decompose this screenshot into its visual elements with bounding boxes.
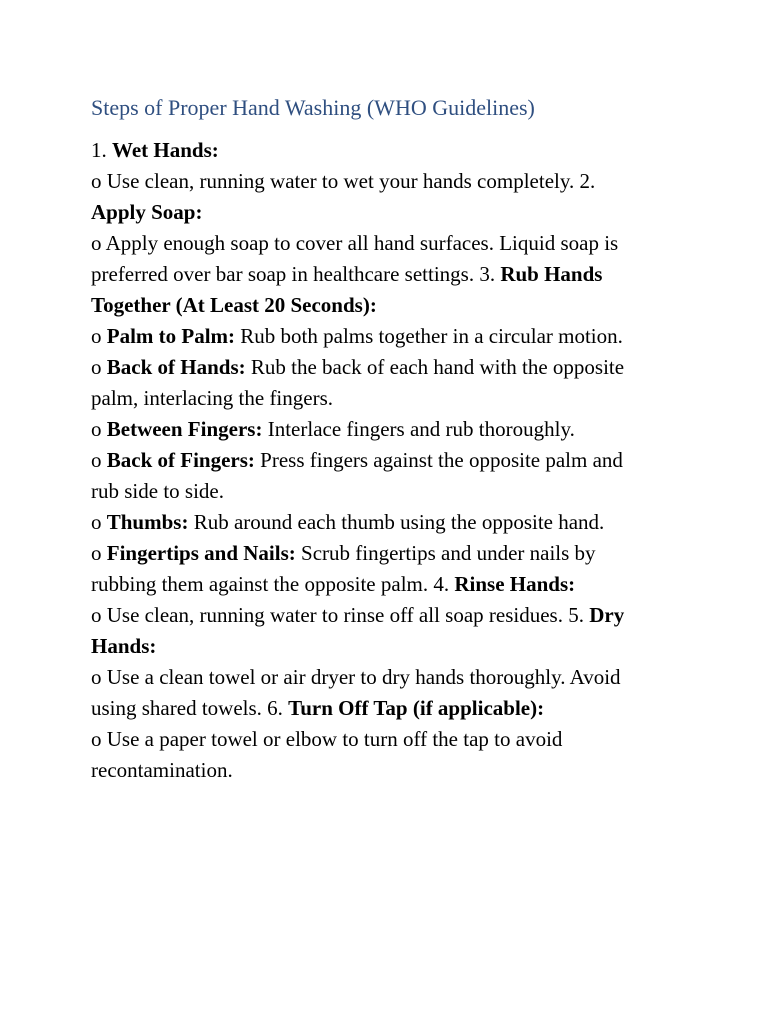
text-line: [91, 724, 681, 755]
bold-text: Rub Hands: [500, 262, 603, 286]
text-line: [91, 259, 681, 290]
text-line: [91, 321, 681, 352]
text-line: [91, 662, 681, 693]
text-line: [91, 228, 681, 259]
bold-text: Thumbs:: [106, 510, 189, 534]
text-line: [91, 476, 681, 507]
text-line: [91, 600, 681, 631]
document-body: [91, 135, 681, 786]
text-line: [91, 197, 681, 228]
text-run: rub side to side.: [91, 479, 224, 503]
text-line: [91, 507, 681, 538]
text-line: [91, 445, 681, 476]
text-run: o Apply enough soap to cover all hand surfaces. Liquid soap is: [91, 231, 619, 255]
text-line: [91, 538, 681, 569]
text-run: o Use clean, running water to wet your hands completely. 2.: [91, 169, 596, 193]
text-run: o Use clean, running water to rinse off all soap residues. 5.: [91, 603, 590, 627]
text-line: [91, 414, 681, 445]
text-line: [91, 755, 681, 786]
text-line: [91, 631, 681, 662]
bold-text: Dry: [589, 603, 625, 627]
bold-text: Between Fingers:: [106, 417, 263, 441]
text-line: [91, 352, 681, 383]
text-run: o Use a clean towel or air dryer to dry hands thoroughly. Avoid: [91, 665, 621, 689]
text-run: preferred over bar soap in healthcare settings. 3.: [91, 262, 501, 286]
text-run: Interlace fingers and rub thoroughly.: [262, 417, 575, 441]
text-run: Press fingers against the opposite palm and: [254, 448, 623, 472]
text-line: [91, 383, 681, 414]
text-run: o: [91, 541, 107, 565]
text-run: Scrub fingertips and under nails by: [295, 541, 596, 565]
bold-text: Back of Hands:: [106, 355, 246, 379]
text-run: using shared towels. 6.: [91, 696, 289, 720]
text-line: [91, 569, 681, 600]
text-line: [91, 166, 681, 197]
bold-text: Palm to Palm:: [106, 324, 236, 348]
document-title: Steps of Proper Hand Washing (WHO Guidelines): [91, 95, 535, 120]
text-run: Rub the back of each hand with the opposite: [245, 355, 625, 379]
bold-text: Hands:: [91, 634, 157, 658]
text-run: 1.: [91, 138, 112, 162]
text-run: o: [91, 355, 107, 379]
text-run: o: [91, 448, 107, 472]
text-line: [91, 693, 681, 724]
bold-text: Together (At Least 20 Seconds):: [91, 293, 377, 317]
bold-text: Turn Off Tap (if applicable):: [288, 696, 545, 720]
text-run: o: [91, 324, 107, 348]
bold-text: Apply Soap:: [91, 200, 203, 224]
text-run: o Use a paper towel or elbow to turn off the tap to avoid: [91, 727, 563, 751]
bold-text: Wet Hands:: [112, 138, 219, 162]
bold-text: Back of Fingers:: [106, 448, 255, 472]
bold-text: Fingertips and Nails:: [106, 541, 296, 565]
text-run: o: [91, 417, 107, 441]
text-line: [91, 135, 681, 166]
text-run: recontamination.: [91, 758, 233, 782]
text-line: [91, 290, 681, 321]
text-run: Rub around each thumb using the opposite hand.: [188, 510, 605, 534]
text-run: palm, interlacing the fingers.: [91, 386, 334, 410]
bold-text: Rinse Hands:: [454, 572, 576, 596]
text-run: Rub both palms together in a circular motion.: [235, 324, 623, 348]
text-run: o: [91, 510, 107, 534]
text-run: rubbing them against the opposite palm. 4.: [91, 572, 455, 596]
